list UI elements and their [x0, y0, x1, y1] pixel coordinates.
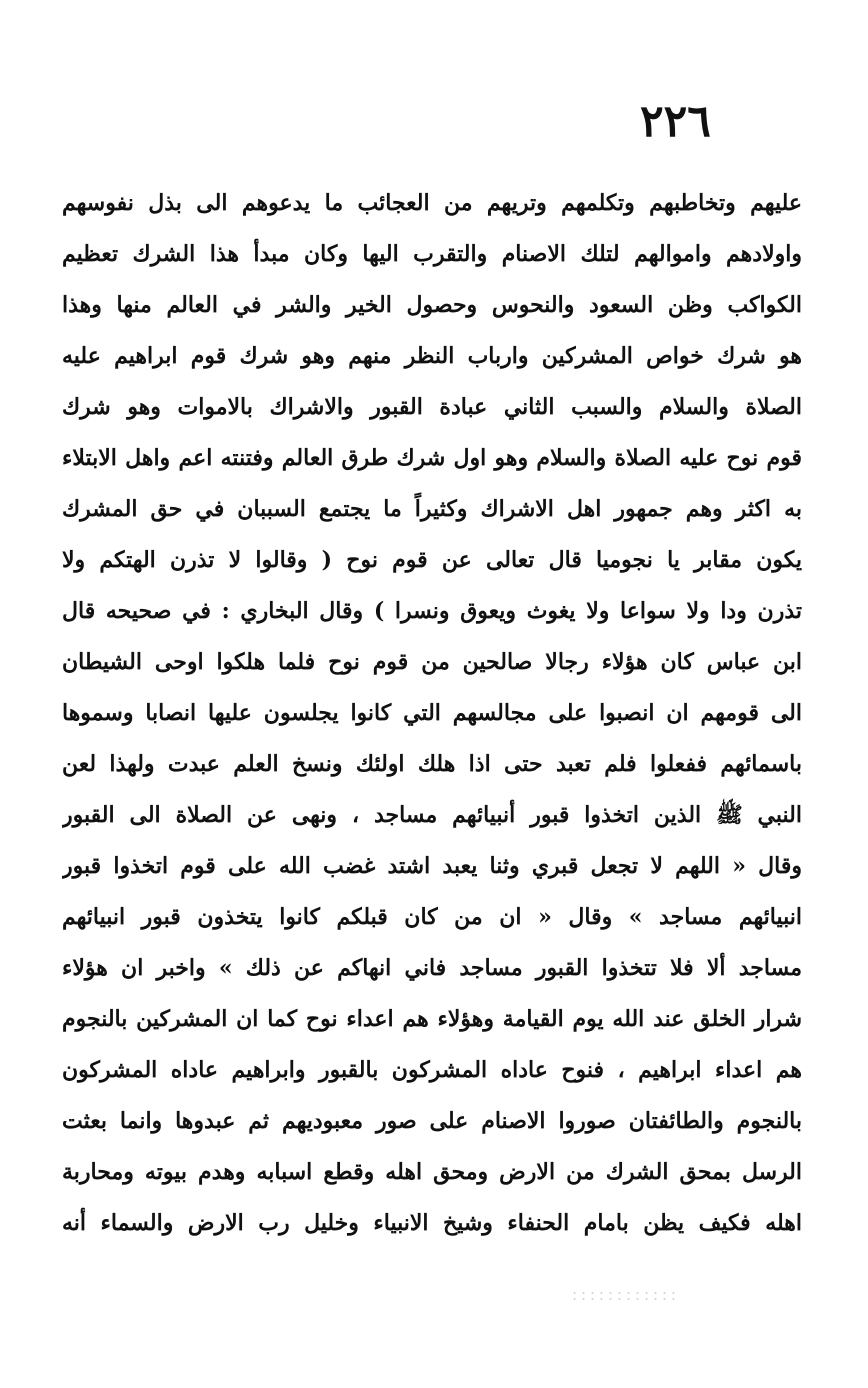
- page-number: ٢٢٦: [640, 96, 711, 147]
- text-line: عليهم وتخاطبهم وتكلمهم وتريهم من العجائب ما يدعوهم الى بذل نفوسهم: [62, 190, 802, 216]
- text-line: انبيائهم مساجد » وقال « ان من كان قبلكم كانوا يتخذون قبور انبيائهم: [62, 904, 802, 930]
- text-line: وقال « اللهم لا تجعل قبري وثنا يعبد اشتد غضب الله على قوم اتخذوا قبور: [62, 853, 802, 879]
- text-line: واولادهم واموالهم لتلك الاصنام والتقرب اليها وكان مبدأ هذا الشرك تعظيم: [62, 241, 802, 267]
- body-text: [62, 178, 802, 1249]
- text-line: الى قومهم ان انصبوا على مجالسهم التي كانوا يجلسون عليها انصابا وسموها: [62, 700, 802, 726]
- text-line: شرار الخلق عند الله يوم القيامة وهؤلاء هم اعداء نوح كما ان المشركين بالنجوم: [62, 1006, 802, 1032]
- text-line: قوم نوح عليه الصلاة والسلام وهو اول شرك طرق العالم وفتنته اعم واهل الابتلاء: [62, 445, 802, 471]
- text-line: هم اعداء ابراهيم ، فنوح عاداه المشركون بالقبور وابراهيم عاداه المشركون: [62, 1057, 802, 1083]
- scan-speckle: [570, 1290, 680, 1304]
- text-line: الرسل بمحق الشرك من الارض ومحق اهله وقطع اسبابه وهدم بيوته ومحاربة: [62, 1159, 802, 1185]
- text-line: يكون مقابر يا نجوميا قال تعالى عن قوم نوح ( وقالوا لا تذرن الهتكم ولا: [62, 547, 802, 573]
- text-line: النبي ﷺ الذين اتخذوا قبور أنبيائهم مساجد ، ونهى عن الصلاة الى القبور: [62, 802, 802, 828]
- text-line: مساجد ألا فلا تتخذوا القبور مساجد فاني انهاكم عن ذلك » واخبر ان هؤلاء: [62, 955, 802, 981]
- text-line: ابن عباس كان هؤلاء رجالا صالحين من قوم نوح فلما هلكوا اوحى الشيطان: [62, 649, 802, 675]
- text-line: بالنجوم والطائفتان صوروا الاصنام على صور معبوديهم ثم عبدوها وانما بعثت: [62, 1108, 802, 1134]
- text-line: باسمائهم ففعلوا فلم تعبد حتى اذا هلك اولئك ونسخ العلم عبدت ولهذا لعن: [62, 751, 802, 777]
- text-line: اهله فكيف يظن بامام الحنفاء وشيخ الانبياء وخليل رب الارض والسماء أنه: [62, 1210, 802, 1236]
- text-line: تذرن ودا ولا سواعا ولا يغوث ويعوق ونسرا ) وقال البخاري : في صحيحه قال: [62, 598, 802, 624]
- text-line: به اكثر وهم جمهور اهل الاشراك وكثيراً ما يجتمع السببان في حق المشرك: [62, 496, 802, 522]
- text-line: الصلاة والسلام والسبب الثاني عبادة القبور والاشراك بالاموات وهو شرك: [62, 394, 802, 420]
- text-line: هو شرك خواص المشركين وارباب النظر منهم وهو شرك قوم ابراهيم عليه: [62, 343, 802, 369]
- text-line: الكواكب وظن السعود والنحوس وحصول الخير والشر في العالم منها وهذا: [62, 292, 802, 318]
